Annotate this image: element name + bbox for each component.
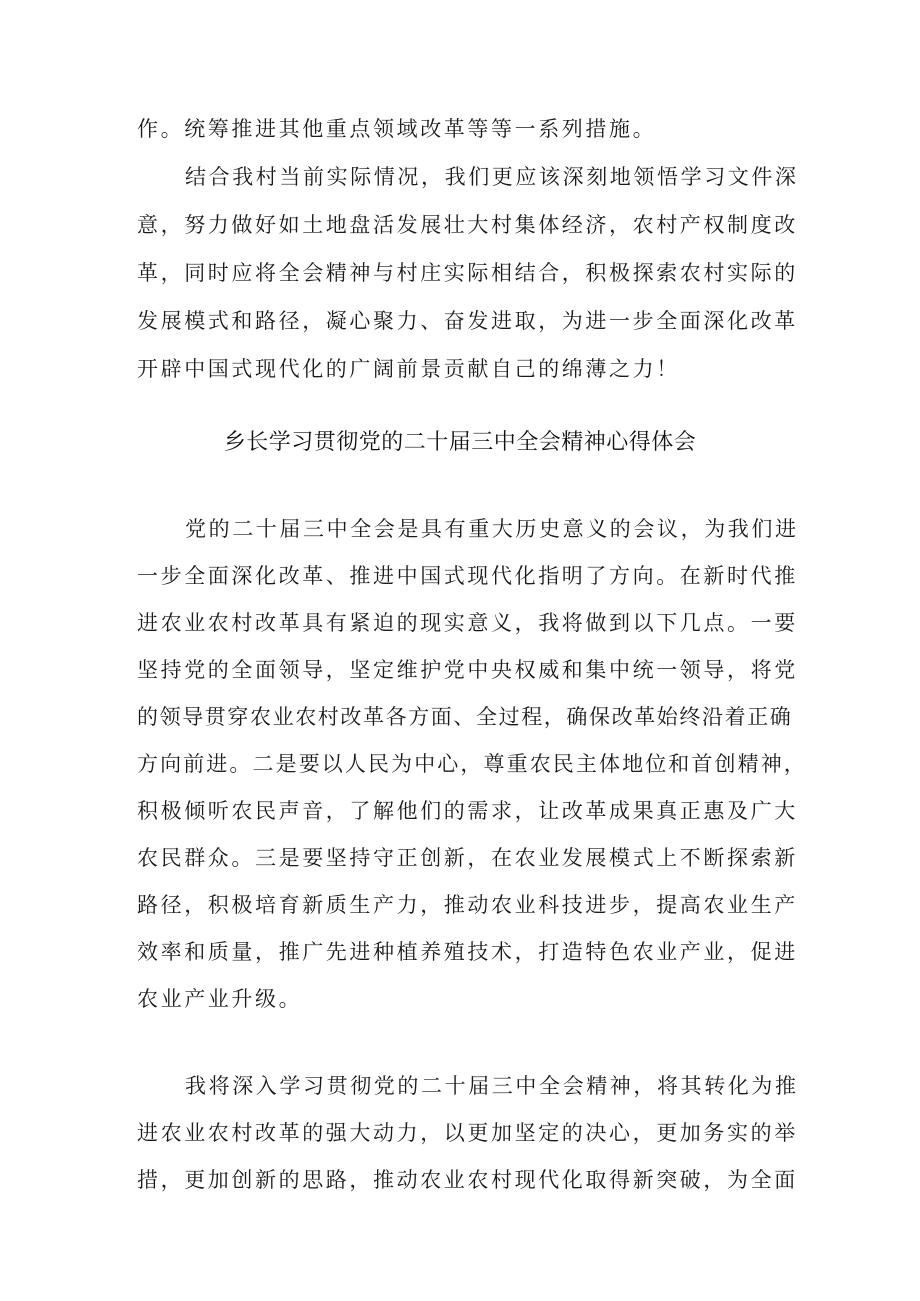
text-line: 革，同时应将全会精神与村庄实际相结合，积极探索农村实际的 — [137, 261, 798, 285]
text-line: 措，更加创新的思路，推动农业农村现代化取得新突破，为全面 — [137, 1168, 798, 1192]
text-line: 进农业农村改革的强大动力，以更加坚定的决心，更加务实的举 — [137, 1121, 798, 1145]
text-line: 积极倾听农民声音，了解他们的需求，让改革成果真正惠及广大 — [137, 799, 798, 823]
text-line: 开辟中国式现代化的广阔前景贡献自己的绵薄之力！ — [137, 357, 680, 381]
text-line: 意，努力做好如土地盘活发展壮大村集体经济，农村产权制度改 — [137, 213, 798, 237]
text-line: 发展模式和路径，凝心聚力、奋发进取，为进一步全面深化改革 — [137, 309, 798, 333]
text-line: 效率和质量，推广先进种植养殖技术，打造特色农业产业，促进 — [137, 940, 798, 964]
text-line: 农业产业升级。 — [137, 987, 303, 1011]
text-line: 我将深入学习贯彻党的二十届三中全会精神，将其转化为推 — [185, 1074, 799, 1098]
text-line: 结合我村当前实际情况，我们更应该深刻地领悟学习文件深 — [185, 165, 799, 189]
article-title: 乡长学习贯彻党的二十届三中全会精神心得体会 — [223, 430, 697, 455]
text-line: 党的二十届三中全会是具有重大历史意义的会议，为我们进 — [185, 517, 799, 541]
text-line: 坚持党的全面领导，坚定维护党中央权威和集中统一领导，将党 — [137, 658, 798, 682]
text-line: 的领导贯穿农业农村改革各方面、全过程，确保改革始终沿着正确 — [137, 705, 793, 729]
text-line: 方向前进。二是要以人民为中心，尊重农民主体地位和首创精神， — [137, 752, 807, 776]
text-line: 作。统筹推进其他重点领域改革等等一系列措施。 — [137, 117, 657, 141]
text-line: 路径，积极培育新质生产力，推动农业科技进步，提高农业生产 — [137, 893, 798, 917]
text-line: 农民群众。三是要坚持守正创新，在农业发展模式上不断探索新 — [137, 846, 798, 870]
text-line: 一步全面深化改革、推进中国式现代化指明了方向。在新时代推 — [137, 564, 798, 588]
text-line: 进农业农村改革具有紧迫的现实意义，我将做到以下几点。一要 — [137, 611, 798, 635]
